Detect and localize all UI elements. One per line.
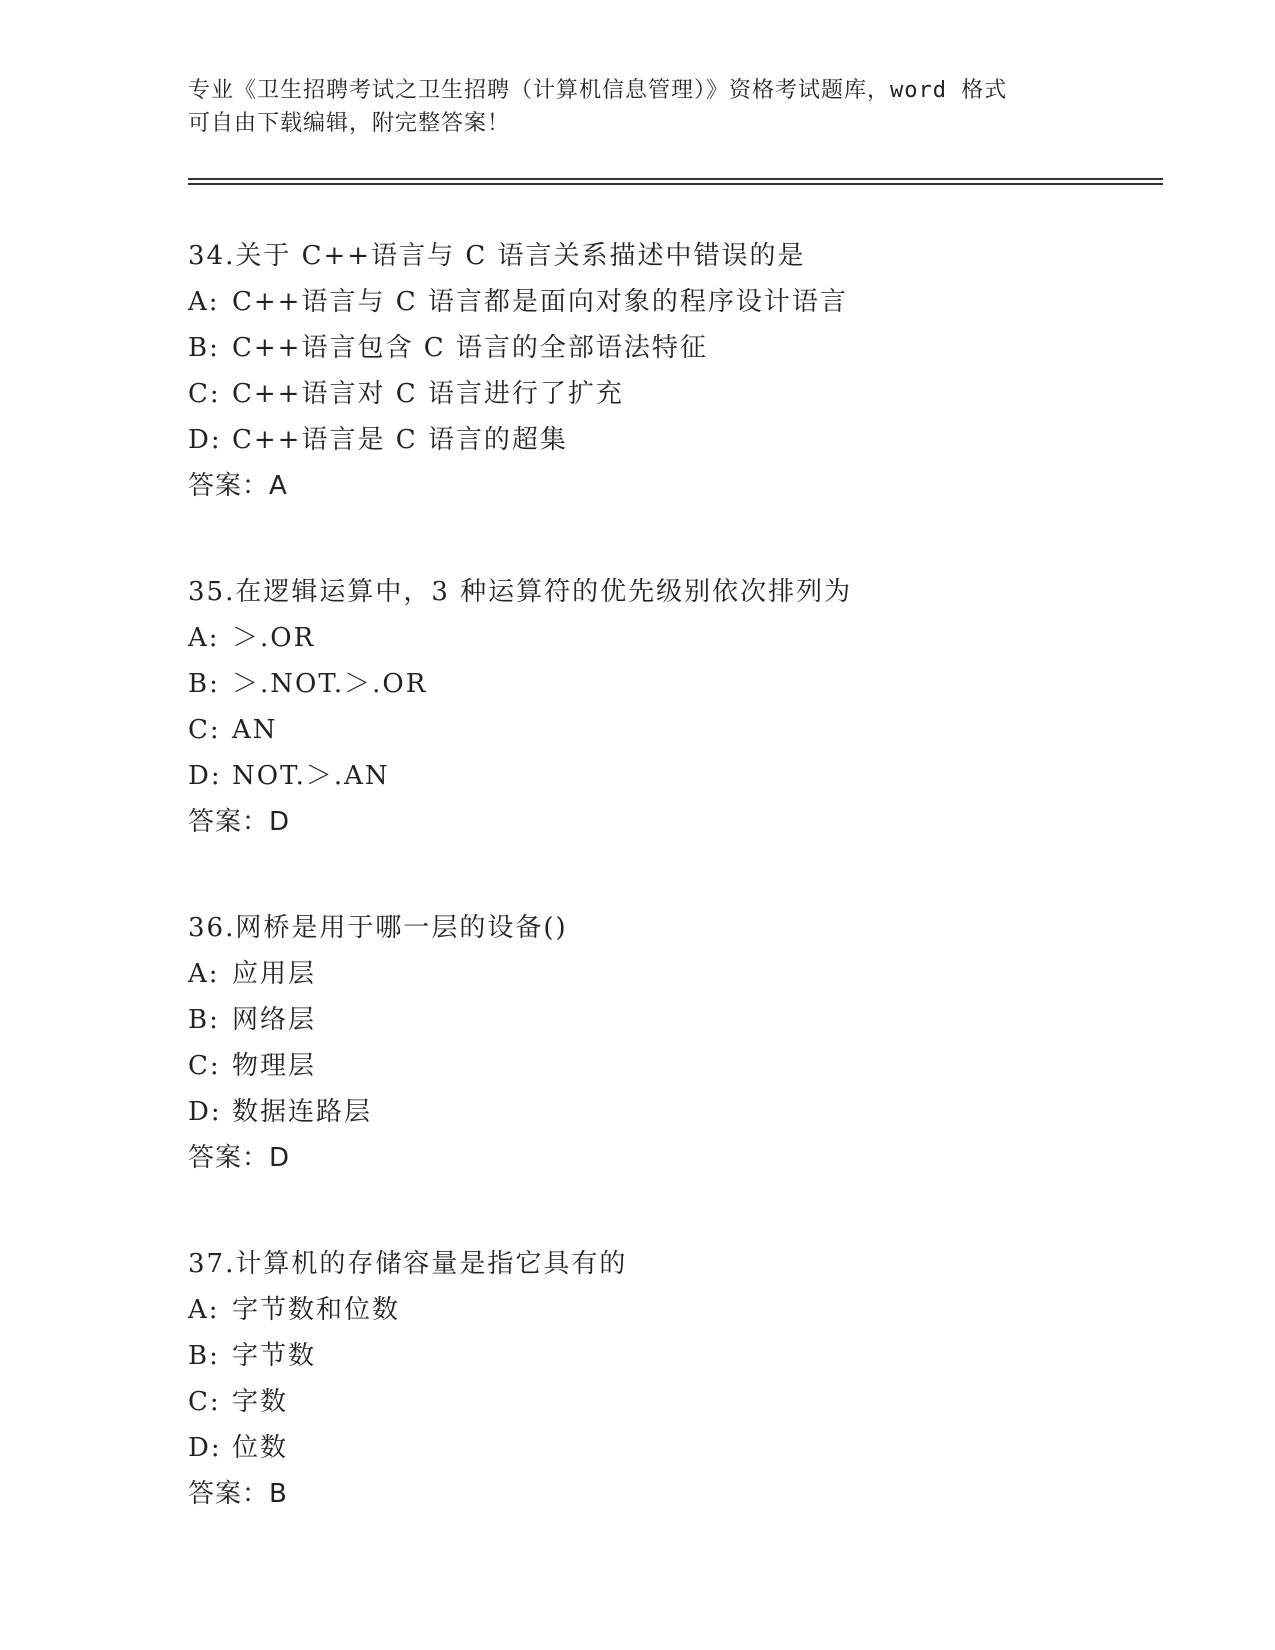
option-text: C++语言包含 C 语言的全部语法特征 xyxy=(232,333,708,363)
option-a xyxy=(188,615,1168,661)
option-key: D: xyxy=(188,761,222,791)
option-key: C: xyxy=(188,1387,221,1417)
question-text: 在逻辑运算中，3 种运算符的优先级别依次排列为 xyxy=(235,577,853,607)
answer-value: B xyxy=(269,1479,288,1509)
question-number: 37. xyxy=(188,1249,236,1279)
header-line-2: 可自由下载编辑，附完整答案！ xyxy=(188,111,511,136)
answer-value: D xyxy=(269,807,291,837)
option-d xyxy=(188,417,1168,463)
answer-line xyxy=(188,1471,1168,1517)
question-stem xyxy=(188,905,1168,951)
question-stem xyxy=(188,1241,1168,1287)
question-37 xyxy=(188,1241,1168,1517)
option-a xyxy=(188,951,1168,997)
question-number: 35. xyxy=(188,577,236,607)
question-text: 计算机的存储容量是指它具有的 xyxy=(235,1249,628,1279)
option-key: B: xyxy=(188,333,220,363)
question-text: 网桥是用于哪一层的设备() xyxy=(235,913,568,943)
option-d xyxy=(188,753,1168,799)
question-35 xyxy=(188,569,1168,845)
document-header xyxy=(188,74,1088,140)
question-number: 36. xyxy=(188,913,236,943)
question-stem xyxy=(188,233,1168,279)
option-a xyxy=(188,1287,1168,1333)
option-b xyxy=(188,1333,1168,1379)
option-text: C++语言是 C 语言的超集 xyxy=(232,425,568,455)
question-34 xyxy=(188,233,1168,509)
option-text: C++语言与 C 语言都是面向对象的程序设计语言 xyxy=(232,287,848,317)
option-key: D: xyxy=(188,1097,222,1127)
answer-label: 答案： xyxy=(188,1479,270,1509)
answer-label: 答案： xyxy=(188,1143,270,1173)
option-text: NOT.＞.AN xyxy=(232,761,390,791)
option-text: 应用层 xyxy=(232,959,317,989)
option-c xyxy=(188,707,1168,753)
option-a xyxy=(188,279,1168,325)
option-c xyxy=(188,371,1168,417)
option-d xyxy=(188,1425,1168,1471)
option-key: D: xyxy=(188,1433,222,1463)
question-text: 关于 C++语言与 C 语言关系描述中错误的是 xyxy=(235,241,806,271)
option-key: C: xyxy=(188,1051,221,1081)
option-d xyxy=(188,1089,1168,1135)
option-key: D: xyxy=(188,425,222,455)
option-text: ＞.NOT.＞.OR xyxy=(232,669,428,699)
answer-value: D xyxy=(269,1143,291,1173)
header-line-1: 专业《卫生招聘考试之卫生招聘（计算机信息管理）》资格考试题库，word 格式 xyxy=(188,78,1008,103)
answer-label: 答案： xyxy=(188,807,270,837)
option-text: 网络层 xyxy=(232,1005,317,1035)
answer-line xyxy=(188,463,1168,509)
option-c xyxy=(188,1043,1168,1089)
answer-label: 答案： xyxy=(188,471,270,501)
option-text: 位数 xyxy=(232,1433,289,1463)
option-b xyxy=(188,997,1168,1043)
option-text: 字数 xyxy=(232,1387,289,1417)
option-key: A: xyxy=(188,959,220,989)
option-text: 字节数 xyxy=(232,1341,317,1371)
option-text: 数据连路层 xyxy=(232,1097,373,1127)
option-b xyxy=(188,661,1168,707)
option-key: A: xyxy=(188,623,220,653)
option-text: AN xyxy=(232,715,278,745)
option-text: 字节数和位数 xyxy=(232,1295,401,1325)
option-key: B: xyxy=(188,669,220,699)
option-text: ＞.OR xyxy=(232,623,316,653)
question-list xyxy=(188,233,1168,1577)
option-text: C++语言对 C 语言进行了扩充 xyxy=(232,379,624,409)
option-key: B: xyxy=(188,1005,220,1035)
question-number: 34. xyxy=(188,241,236,271)
option-c xyxy=(188,1379,1168,1425)
question-36 xyxy=(188,905,1168,1181)
option-text: 物理层 xyxy=(232,1051,317,1081)
option-key: A: xyxy=(188,1295,220,1325)
answer-line xyxy=(188,799,1168,845)
option-key: C: xyxy=(188,715,221,745)
question-stem xyxy=(188,569,1168,615)
answer-line xyxy=(188,1135,1168,1181)
option-key: A: xyxy=(188,287,220,317)
header-divider-top xyxy=(188,178,1163,180)
option-key: B: xyxy=(188,1341,220,1371)
header-divider-bottom xyxy=(188,183,1163,185)
answer-value: A xyxy=(269,471,288,501)
option-key: C: xyxy=(188,379,221,409)
option-b xyxy=(188,325,1168,371)
